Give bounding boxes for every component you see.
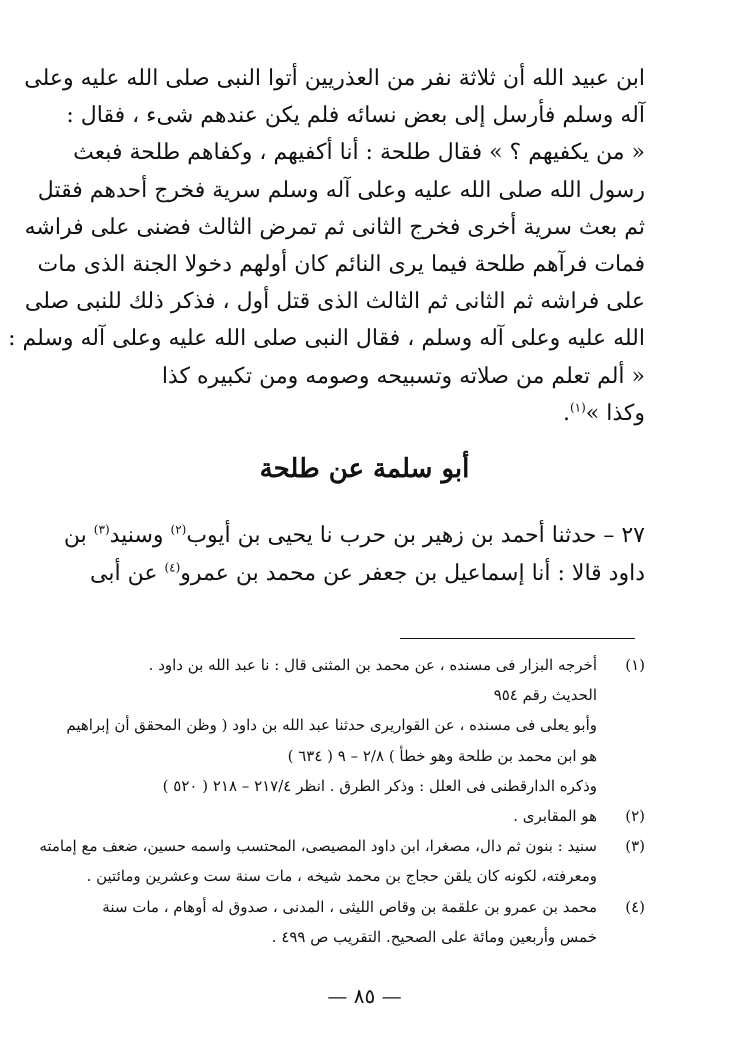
footnote-line: هو ابن محمد بن طلحة وهو خطأ ) ٢/٨ – ٩ ( ٦٣٤ ) — [287, 746, 597, 765]
body-last-text: وكذا » — [585, 400, 645, 426]
footnote-separator — [400, 638, 635, 639]
footnote-line: أخرجه البزار فى مسنده ، عن محمد بن المثنى قال : نا عبد الله بن داود . — [148, 656, 597, 674]
section-heading: أبو سلمة عن طلحة — [259, 454, 470, 484]
footnote-line: وأبو يعلى فى مسنده ، عن القواريرى حدثنا عبد الله بن داود ( وظن المحقق أن إبراهيم — [66, 716, 597, 735]
footnote-number: (٣) — [625, 837, 645, 856]
footnote-number: (١) — [625, 656, 645, 674]
body-line: رسول الله صلى الله عليه وعلى آله وسلم سرية فخرج أحدهم فقتل — [37, 177, 645, 203]
hadith-text: ٢٧ – حدثنا أحمد بن زهير بن حرب نا يحيى بن أيوب — [186, 523, 645, 548]
body-paragraph — [8, 60, 645, 432]
footnote-number: (٢) — [625, 806, 645, 825]
hadith-line-1 — [63, 517, 645, 555]
body-line: على فراشه ثم الثانى ثم الثالث الذى قتل أول ، فذكر ذلك للنبى صلى — [24, 289, 645, 315]
hadith-line-2 — [80, 555, 645, 593]
page-number: — ٨٥ — — [327, 984, 402, 1008]
footnote-ref-3: (٣) — [93, 522, 110, 537]
body-line: « ألم تعلم من صلاته وتسبيحه وصومه ومن تكبيره كذا — [161, 363, 645, 389]
body-line: فمات فرآهم طلحة فيما يرى النائم كان أولهم دخولا الجنة الذى مات — [37, 251, 645, 277]
footnote-line: هو المقابرى . — [513, 806, 597, 825]
footnote-4 — [80, 892, 645, 952]
hadith-text: عن أبى — [90, 561, 165, 586]
footnote-1 — [66, 650, 645, 801]
hadith-text: وسنيد — [109, 523, 171, 548]
footnote-line: سنيد : بنون ثم دال، مصغرا، ابن داود المصيصى، المحتسب واسمه حسين، ضعف مع إمامته — [39, 837, 597, 856]
hadith-text: داود قالا : أنا إسماعيل بن جعفر عن محمد بن عمرو — [180, 561, 645, 586]
footnote-ref-4: (٤) — [164, 560, 181, 575]
footnote-ref-2: (٢) — [170, 522, 187, 537]
footnote-number: (٤) — [625, 897, 645, 916]
footnotes — [39, 650, 645, 952]
footnote-line: ومعرفته، لكونه كان يلقن حجاج بن محمد شيخه ، مات سنة ست وعشرين ومائتين . — [86, 867, 597, 886]
footnote-line: الحديث رقم ٩٥٤ — [493, 686, 597, 705]
footnote-3 — [39, 831, 645, 891]
body-line: الله عليه وعلى آله وسلم ، فقال النبى صلى الله عليه وعلى آله وسلم : — [8, 326, 645, 352]
body-line: « من يكفيهم ؟ » فقال طلحة : أنا أكفيهم ، وكفاهم طلحة فبعث — [73, 140, 645, 166]
hadith-27 — [63, 517, 645, 593]
body-line: ابن عبيد الله أن ثلاثة نفر من العذريين أتوا النبى صلى الله عليه وعلى — [24, 66, 645, 91]
footnote-line: وذكره الدارقطنى فى العلل : وذكر الطرق . انظر ٢١٧/٤ – ٢١٨ ( ٥٢٠ ) — [162, 776, 597, 795]
footnote-ref-1: (١) — [569, 400, 586, 415]
body-last-line — [80, 395, 645, 432]
footnote-line: خمس وأربعين ومائة على الصحيح. التقريب ص ٤٩٩ . — [271, 927, 597, 946]
body-line: ثم بعث سرية أخرى فخرج الثانى ثم تمرض الثالث فضنى على فراشه — [24, 214, 645, 240]
body-last-end: . — [562, 400, 570, 426]
body-line: آله وسلم فأرسل إلى بعض نسائه فلم يكن عندهم شىء ، فقال : — [66, 103, 645, 129]
footnote-line: محمد بن عمرو بن علقمة بن وقاص الليثى ، المدنى ، صدوق له أوهام ، مات سنة — [102, 897, 597, 916]
hadith-text: بن — [63, 523, 94, 548]
footnote-2 — [80, 801, 645, 831]
